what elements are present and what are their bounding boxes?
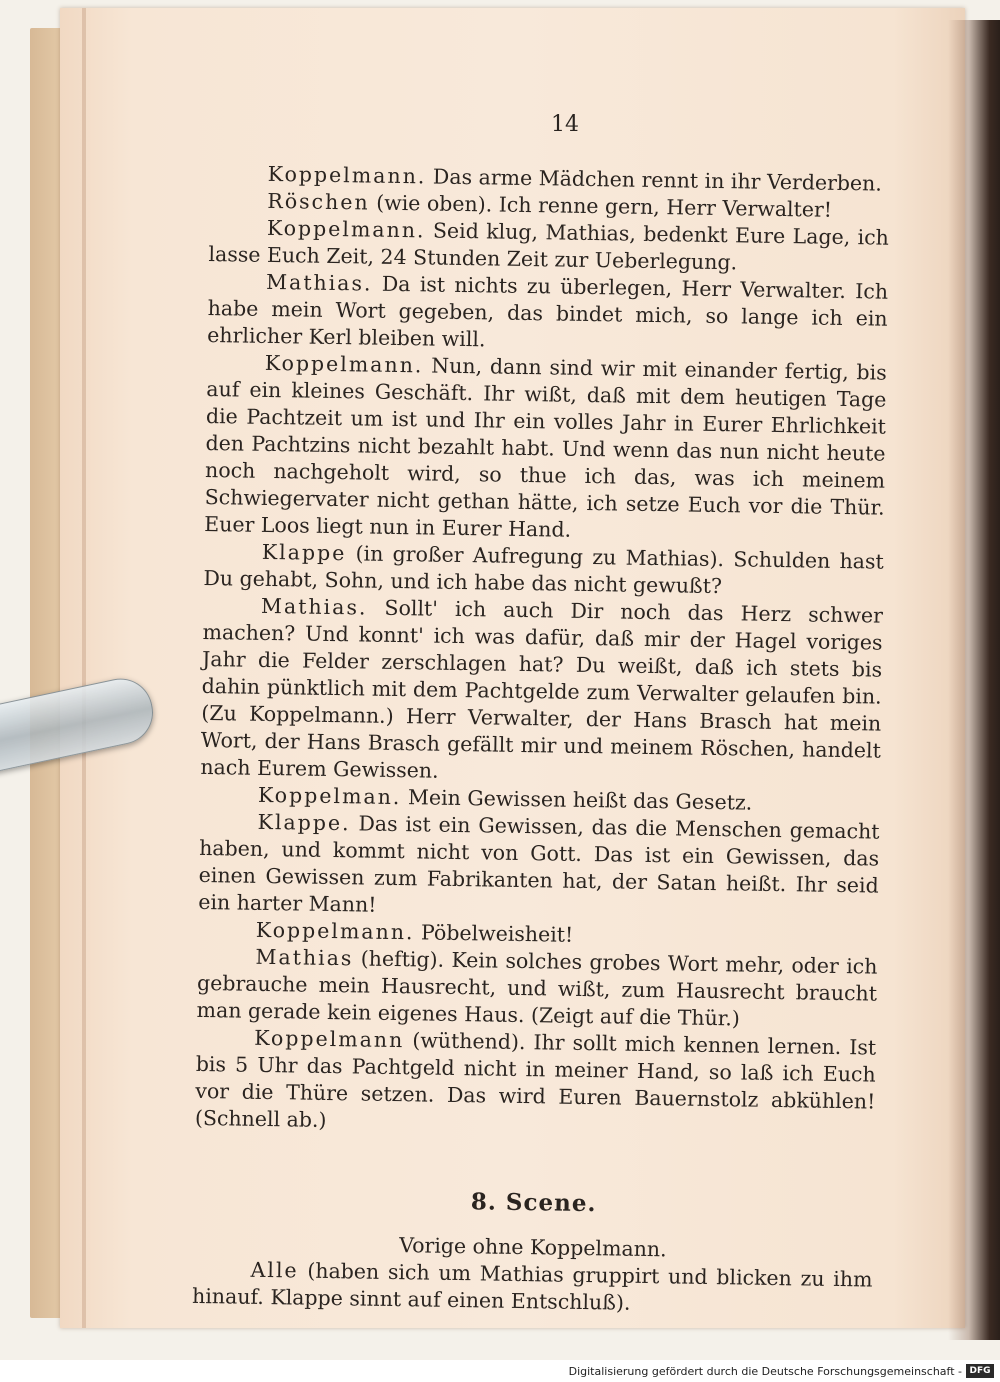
dialogue-paragraph <box>196 943 877 1035</box>
dialogue-text: (in großer Aufregung zu Mathias). Schulden hast Du gehabt, Sohn, und ich habe das nicht gewußt? <box>203 541 884 599</box>
dialogue-text: Mein Gewissen heißt das Gesetz. <box>401 785 753 815</box>
scene-direction <box>192 1256 873 1321</box>
speaker-name: Koppelmann. <box>266 215 426 243</box>
dialogue-text: Seid klug, Mathias, bedenkt Eure Lage, ich lasse Euch Zeit, 24 Stunden Zeit zur Ueberlegung. <box>208 218 890 275</box>
dfg-logo: DFG <box>966 1364 994 1378</box>
footer-credit: Digitalisierung gefördert durch die Deutsche Forschungsgemeinschaft - <box>568 1365 962 1378</box>
dialogue-text: Pöbelweisheit! <box>414 920 574 947</box>
page-text <box>192 160 890 1321</box>
dialogue-paragraph <box>207 268 888 360</box>
dialogue-text: (wie oben). Ich renne gern, Herr Verwalter! <box>369 190 833 222</box>
dialogue-paragraph <box>198 808 880 927</box>
speaker-name: Mathias. <box>260 593 368 620</box>
speaker-name: Koppelmann. <box>267 161 427 189</box>
speaker-name: Klappe. <box>257 809 351 836</box>
speaker-name: Koppelman. <box>257 782 402 810</box>
page-edge <box>82 8 86 1328</box>
speaker-name: Koppelmann. <box>264 350 424 378</box>
dialogue-text: (heftig). Kein solches grobes Wort mehr, oder ich gebrauche mein Hausrecht, und wißt, zum Hausrecht braucht man gerade kein eigenes Haus. (Zeigt auf die Thür.) <box>196 946 878 1031</box>
dialogue-text: Das arme Mädchen rennt in ihr Verderben. <box>426 164 883 196</box>
speaker-name: Mathias. <box>265 269 373 296</box>
dialogue <box>195 160 890 1143</box>
dialogue-text: (wüthend). Ihr sollt mich kennen lernen. Ist bis 5 Uhr das Pachtgeld nicht in meiner Hand, so laß ich Euch vor die Thüre setzen. Das wird Euren Bauernstolz abkühlen! (Schnell ab.) <box>194 1028 877 1132</box>
dialogue-paragraph <box>204 349 887 549</box>
speaker-name: Koppelmann <box>254 1025 405 1053</box>
dialogue-text: Sollt' ich auch Dir noch das Herz schwer machen? Und konnt' ich was dafür, daß mir der Hagel voriges Jahr die Felder zerschlagen hat? Du weißt, daß ich stets bis dahin pünktlich mit dem Pachtgelde zum Verwalter gelaufen bin. (Zu Koppelmann.) Herr Verwalter, der Hans Brasch hat mein Wort, der Hans Brasch gefällt mir und meinem Röschen, handelt nach Eurem Gewissen. <box>200 595 884 783</box>
dialogue-paragraph <box>200 592 883 792</box>
footer <box>0 1360 1000 1382</box>
speaker-name: Klappe <box>261 539 347 566</box>
scene-cast: Vorige ohne Koppelmann. <box>399 1233 667 1262</box>
dialogue-paragraph <box>195 1024 877 1143</box>
speaker-name: Alle <box>250 1257 299 1283</box>
gutter-shadow <box>948 20 1000 1340</box>
speaker-name: Mathias <box>255 944 354 971</box>
speaker-name: Röschen <box>267 188 370 215</box>
page-number: 14 <box>551 112 579 137</box>
dialogue-text: Nun, dann sind wir mit einander fertig, bis auf ein kleines Geschäft. Ihr wißt, daß mit dem heutigen Tage die Pachtzeit um ist und Ihr ein volles Jahr in Eurer Ehrlichkeit den Pachtzins nicht bezahlt habt. Und wenn das nun nicht heute noch nachgeholt wird, so thue ich das, was ich meinem Schwiegervater nicht gethan hätte, ich setze Euch vor die Thür. Euer Loos liegt nun in Eurer Hand. <box>204 353 887 542</box>
dialogue-text: Da ist nichts zu überlegen, Herr Verwalter. Ich habe mein Wort gegeben, das bindet mich, so lange ich ein ehrlicher Kerl bleiben will. <box>207 271 889 352</box>
dialogue-text: Das ist ein Gewissen, das die Menschen gemacht haben, und kommt nicht von Gott. Das ist ein Gewissen, das einen Gewissen zum Fabrikanten hat, der Satan heißt. Ihr seid ein harter Mann! <box>198 811 880 917</box>
direction-text: (haben sich um Mathias gruppirt und blicken zu ihm hinauf. Klappe sinnt auf einen Entschluß). <box>191 1258 873 1315</box>
speaker-name: Koppelmann. <box>255 917 415 945</box>
scene-title: 8. Scene. <box>470 1188 597 1218</box>
